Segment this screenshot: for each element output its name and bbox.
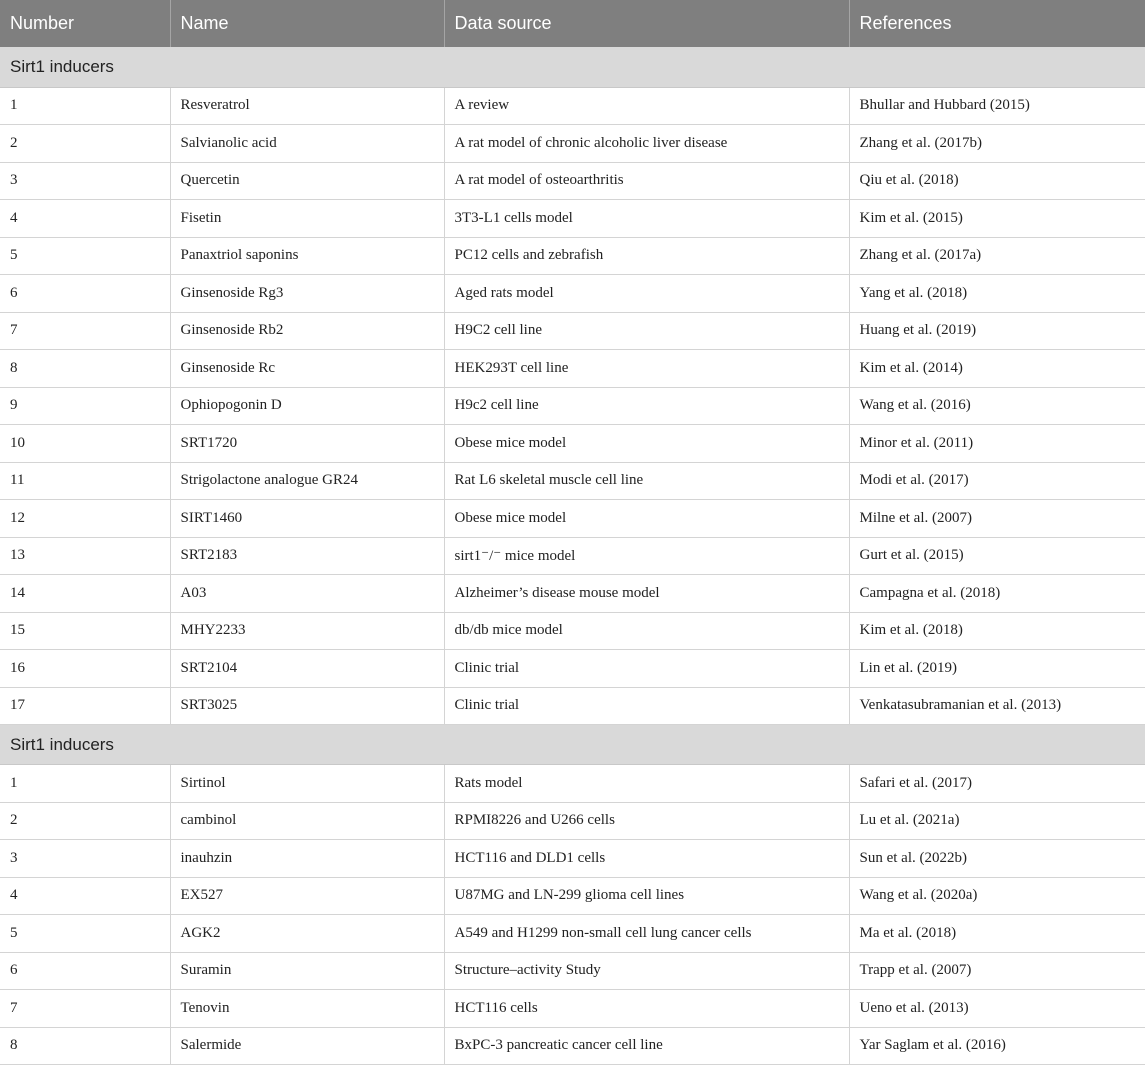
cell-data-source: Rats model bbox=[444, 765, 849, 803]
table-row bbox=[0, 312, 1145, 350]
cell-data-source: RPMI8226 and U266 cells bbox=[444, 802, 849, 840]
cell-name: Ophiopogonin D bbox=[170, 387, 444, 425]
header-row bbox=[0, 0, 1145, 47]
cell-data-source: A rat model of chronic alcoholic liver disease bbox=[444, 125, 849, 163]
section-label: Sirt1 inducers bbox=[0, 47, 1145, 87]
table-body bbox=[0, 47, 1145, 1065]
cell-data-source: HCT116 cells bbox=[444, 990, 849, 1028]
cell-name: Sirtinol bbox=[170, 765, 444, 803]
cell-reference: Campagna et al. (2018) bbox=[849, 575, 1145, 613]
cell-reference: Lu et al. (2021a) bbox=[849, 802, 1145, 840]
cell-number: 17 bbox=[0, 687, 170, 725]
cell-data-source: Obese mice model bbox=[444, 425, 849, 463]
table-row bbox=[0, 275, 1145, 313]
section-row bbox=[0, 47, 1145, 87]
table-row bbox=[0, 350, 1145, 388]
cell-data-source: HCT116 and DLD1 cells bbox=[444, 840, 849, 878]
table-row bbox=[0, 125, 1145, 163]
table-row bbox=[0, 915, 1145, 953]
cell-name: AGK2 bbox=[170, 915, 444, 953]
cell-number: 13 bbox=[0, 537, 170, 575]
cell-reference: Gurt et al. (2015) bbox=[849, 537, 1145, 575]
cell-name: SRT3025 bbox=[170, 687, 444, 725]
cell-data-source: H9c2 cell line bbox=[444, 387, 849, 425]
cell-name: Tenovin bbox=[170, 990, 444, 1028]
cell-number: 6 bbox=[0, 275, 170, 313]
cell-reference: Kim et al. (2015) bbox=[849, 200, 1145, 238]
cell-number: 7 bbox=[0, 990, 170, 1028]
cell-reference: Zhang et al. (2017b) bbox=[849, 125, 1145, 163]
cell-number: 8 bbox=[0, 350, 170, 388]
table-row bbox=[0, 200, 1145, 238]
table-row bbox=[0, 687, 1145, 725]
cell-number: 6 bbox=[0, 952, 170, 990]
cell-name: Resveratrol bbox=[170, 87, 444, 125]
cell-reference: Qiu et al. (2018) bbox=[849, 162, 1145, 200]
cell-reference: Kim et al. (2014) bbox=[849, 350, 1145, 388]
cell-reference: Ma et al. (2018) bbox=[849, 915, 1145, 953]
cell-number: 1 bbox=[0, 765, 170, 803]
cell-data-source: BxPC-3 pancreatic cancer cell line bbox=[444, 1027, 849, 1065]
table-row bbox=[0, 765, 1145, 803]
cell-reference: Kim et al. (2018) bbox=[849, 612, 1145, 650]
cell-data-source: U87MG and LN-299 glioma cell lines bbox=[444, 877, 849, 915]
cell-name: SRT1720 bbox=[170, 425, 444, 463]
cell-reference: Yar Saglam et al. (2016) bbox=[849, 1027, 1145, 1065]
table-row bbox=[0, 500, 1145, 538]
cell-reference: Lin et al. (2019) bbox=[849, 650, 1145, 688]
cell-name: inauhzin bbox=[170, 840, 444, 878]
table-row bbox=[0, 650, 1145, 688]
table-row bbox=[0, 425, 1145, 463]
cell-number: 3 bbox=[0, 840, 170, 878]
table-row bbox=[0, 162, 1145, 200]
cell-data-source: Clinic trial bbox=[444, 650, 849, 688]
cell-reference: Milne et al. (2007) bbox=[849, 500, 1145, 538]
cell-data-source: H9C2 cell line bbox=[444, 312, 849, 350]
cell-reference: Modi et al. (2017) bbox=[849, 462, 1145, 500]
header-number: Number bbox=[0, 0, 170, 47]
cell-data-source: A549 and H1299 non-small cell lung cancer cells bbox=[444, 915, 849, 953]
table-row bbox=[0, 952, 1145, 990]
cell-reference: Bhullar and Hubbard (2015) bbox=[849, 87, 1145, 125]
table-row bbox=[0, 87, 1145, 125]
cell-data-source: db/db mice model bbox=[444, 612, 849, 650]
cell-number: 16 bbox=[0, 650, 170, 688]
cell-number: 8 bbox=[0, 1027, 170, 1065]
cell-data-source: Clinic trial bbox=[444, 687, 849, 725]
table-row bbox=[0, 537, 1145, 575]
table-row bbox=[0, 462, 1145, 500]
cell-name: MHY2233 bbox=[170, 612, 444, 650]
header-references: References bbox=[849, 0, 1145, 47]
table-row bbox=[0, 840, 1145, 878]
cell-reference: Ueno et al. (2013) bbox=[849, 990, 1145, 1028]
cell-reference: Safari et al. (2017) bbox=[849, 765, 1145, 803]
cell-reference: Yang et al. (2018) bbox=[849, 275, 1145, 313]
cell-number: 2 bbox=[0, 802, 170, 840]
cell-number: 2 bbox=[0, 125, 170, 163]
cell-number: 12 bbox=[0, 500, 170, 538]
cell-name: Salvianolic acid bbox=[170, 125, 444, 163]
cell-reference: Venkatasubramanian et al. (2013) bbox=[849, 687, 1145, 725]
cell-name: Salermide bbox=[170, 1027, 444, 1065]
cell-name: Ginsenoside Rg3 bbox=[170, 275, 444, 313]
header-data-source: Data source bbox=[444, 0, 849, 47]
table-row bbox=[0, 990, 1145, 1028]
cell-number: 5 bbox=[0, 915, 170, 953]
table-row bbox=[0, 575, 1145, 613]
cell-data-source: A rat model of osteoarthritis bbox=[444, 162, 849, 200]
cell-name: Suramin bbox=[170, 952, 444, 990]
cell-number: 10 bbox=[0, 425, 170, 463]
cell-data-source: HEK293T cell line bbox=[444, 350, 849, 388]
section-label: Sirt1 inducers bbox=[0, 725, 1145, 765]
cell-name: SRT2183 bbox=[170, 537, 444, 575]
table-row bbox=[0, 237, 1145, 275]
cell-number: 14 bbox=[0, 575, 170, 613]
cell-number: 3 bbox=[0, 162, 170, 200]
cell-number: 4 bbox=[0, 877, 170, 915]
cell-data-source: Obese mice model bbox=[444, 500, 849, 538]
table-header bbox=[0, 0, 1145, 47]
cell-data-source: Aged rats model bbox=[444, 275, 849, 313]
section-row bbox=[0, 725, 1145, 765]
cell-reference: Wang et al. (2016) bbox=[849, 387, 1145, 425]
table-row bbox=[0, 612, 1145, 650]
cell-name: Fisetin bbox=[170, 200, 444, 238]
cell-number: 11 bbox=[0, 462, 170, 500]
cell-reference: Minor et al. (2011) bbox=[849, 425, 1145, 463]
cell-name: Ginsenoside Rc bbox=[170, 350, 444, 388]
cell-data-source: Structure–activity Study bbox=[444, 952, 849, 990]
cell-name: EX527 bbox=[170, 877, 444, 915]
cell-name: A03 bbox=[170, 575, 444, 613]
cell-reference: Trapp et al. (2007) bbox=[849, 952, 1145, 990]
table-row bbox=[0, 877, 1145, 915]
cell-data-source: A review bbox=[444, 87, 849, 125]
cell-name: Quercetin bbox=[170, 162, 444, 200]
cell-name: Ginsenoside Rb2 bbox=[170, 312, 444, 350]
cell-name: cambinol bbox=[170, 802, 444, 840]
cell-data-source: 3T3-L1 cells model bbox=[444, 200, 849, 238]
cell-name: Strigolactone analogue GR24 bbox=[170, 462, 444, 500]
cell-reference: Wang et al. (2020a) bbox=[849, 877, 1145, 915]
cell-data-source: Rat L6 skeletal muscle cell line bbox=[444, 462, 849, 500]
table-row bbox=[0, 802, 1145, 840]
cell-name: SRT2104 bbox=[170, 650, 444, 688]
header-name: Name bbox=[170, 0, 444, 47]
cell-number: 7 bbox=[0, 312, 170, 350]
cell-name: SIRT1460 bbox=[170, 500, 444, 538]
cell-name: Panaxtriol saponins bbox=[170, 237, 444, 275]
table-row bbox=[0, 1027, 1145, 1065]
cell-number: 5 bbox=[0, 237, 170, 275]
cell-data-source: sirt1⁻/⁻ mice model bbox=[444, 537, 849, 575]
cell-reference: Sun et al. (2022b) bbox=[849, 840, 1145, 878]
cell-number: 9 bbox=[0, 387, 170, 425]
cell-number: 4 bbox=[0, 200, 170, 238]
cell-reference: Zhang et al. (2017a) bbox=[849, 237, 1145, 275]
cell-data-source: Alzheimer’s disease mouse model bbox=[444, 575, 849, 613]
table-row bbox=[0, 387, 1145, 425]
cell-number: 15 bbox=[0, 612, 170, 650]
cell-reference: Huang et al. (2019) bbox=[849, 312, 1145, 350]
cell-number: 1 bbox=[0, 87, 170, 125]
cell-data-source: PC12 cells and zebrafish bbox=[444, 237, 849, 275]
